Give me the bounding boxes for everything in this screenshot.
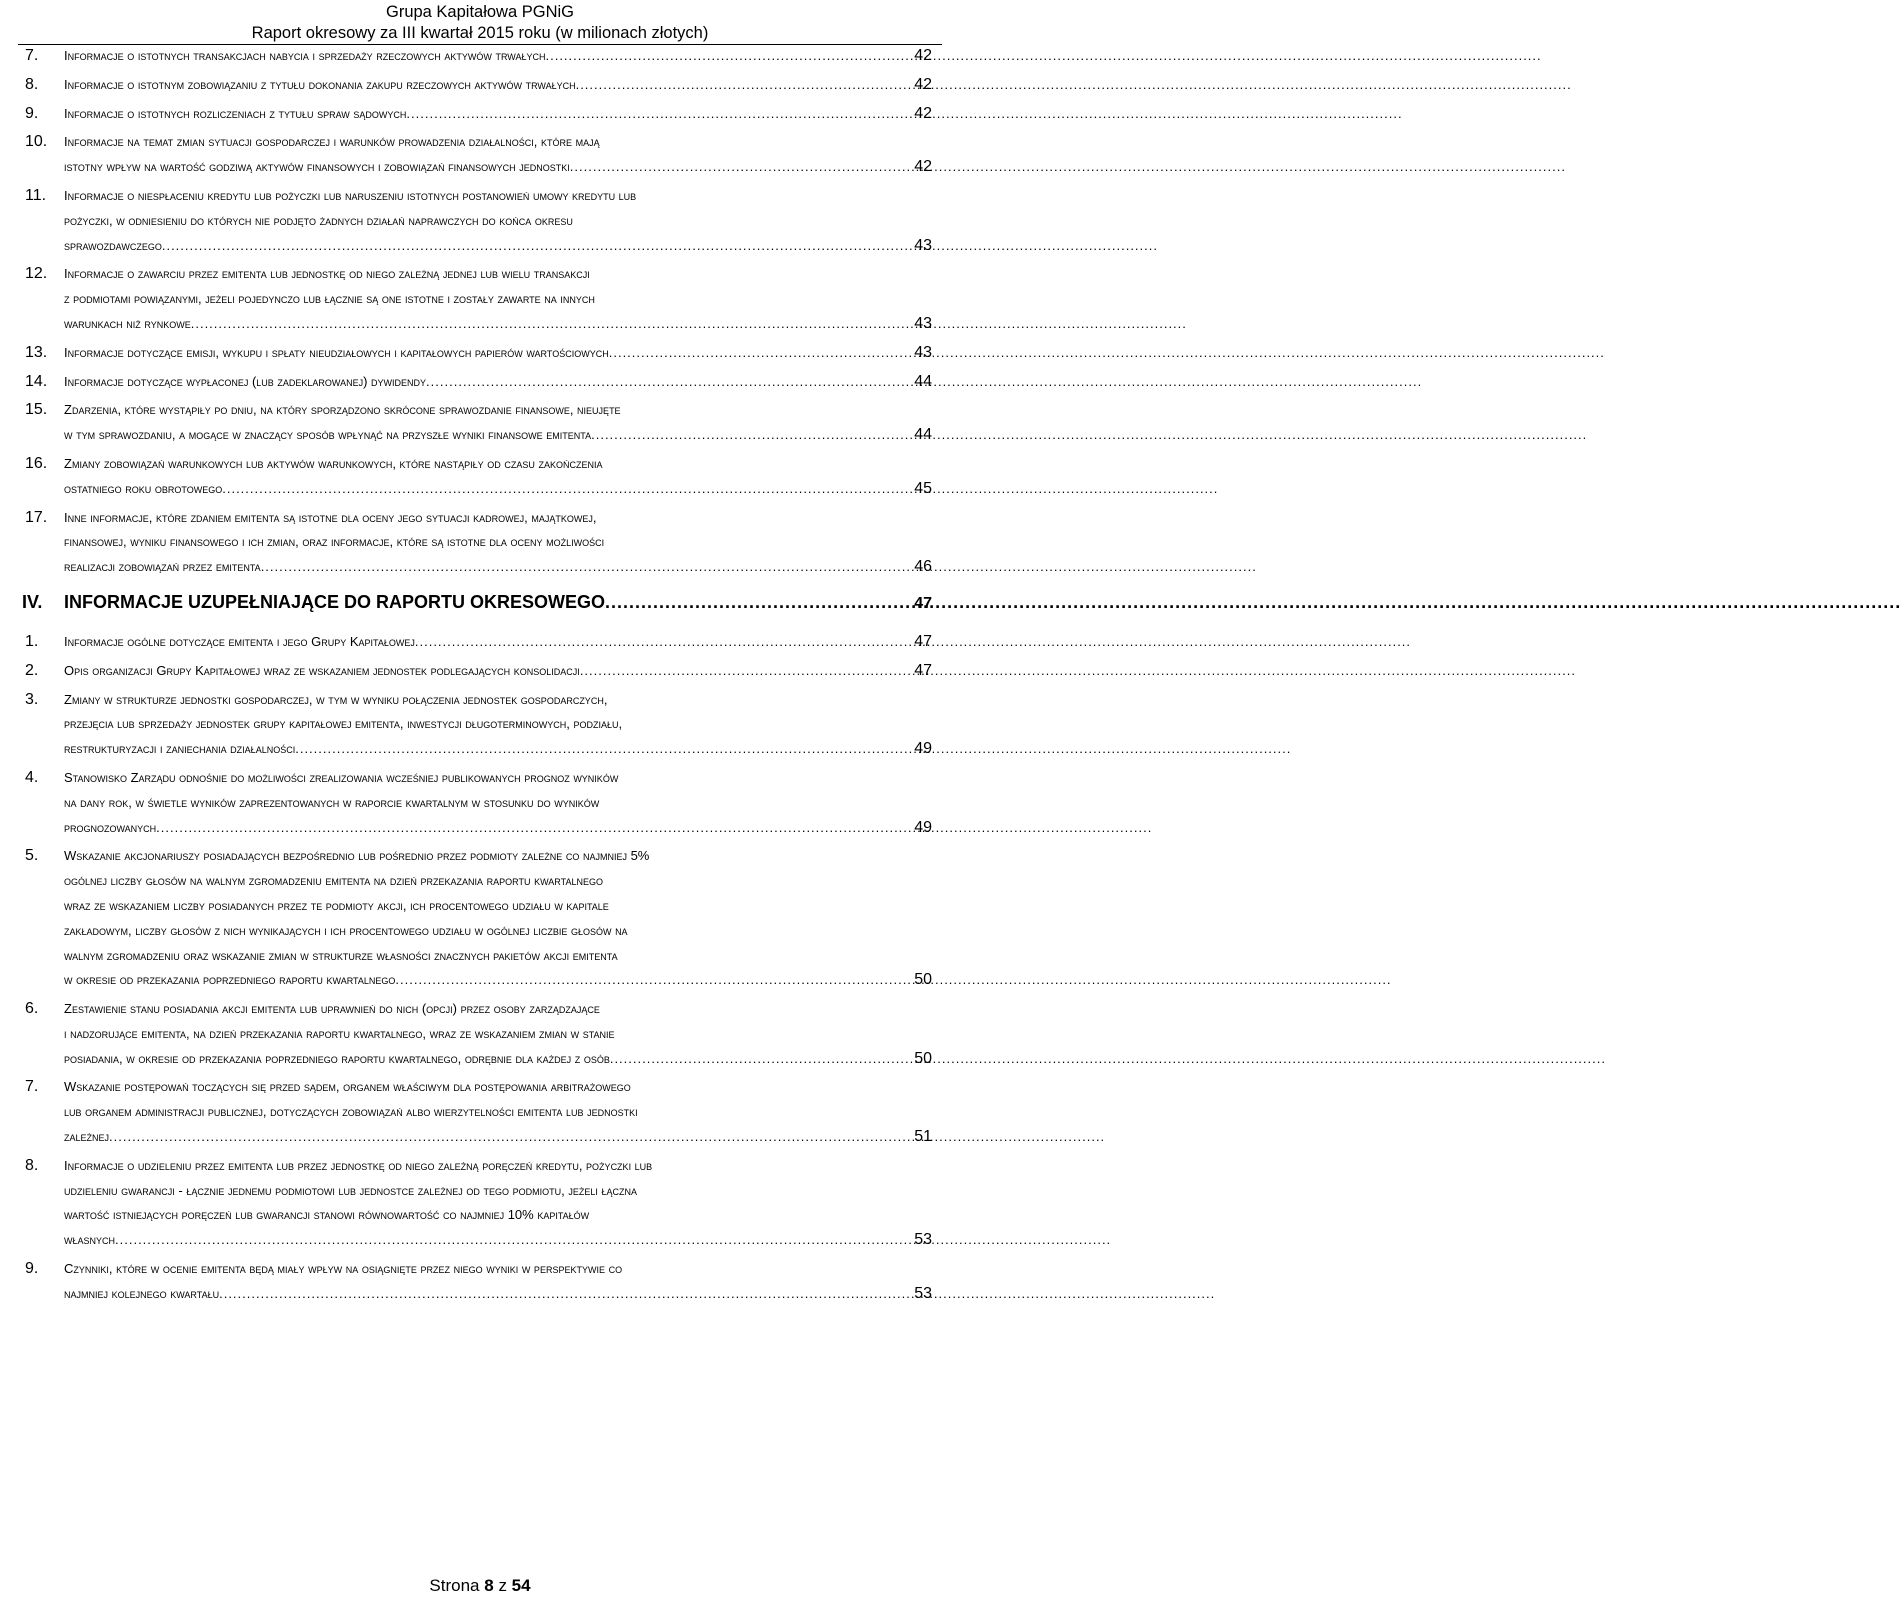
dot-leader — [162, 234, 912, 259]
toc-entry[interactable] — [0, 506, 960, 580]
toc-entry-page: 44 — [914, 372, 932, 390]
toc-entry-line — [0, 1100, 960, 1125]
toc-entry-line — [0, 1022, 960, 1047]
toc-entry-text: walnym zgromadzeniu oraz wskazanie zmian w strukturze własności znacznych pakietów akcji emitenta — [64, 947, 618, 963]
toc-entry[interactable] — [0, 844, 960, 993]
toc-entry[interactable] — [0, 341, 960, 366]
toc-entry-number: 12. — [25, 265, 48, 283]
toc-entry-line — [0, 44, 960, 69]
toc-entry-line — [0, 688, 960, 713]
dot-leader — [295, 737, 912, 762]
dot-leader — [395, 968, 912, 993]
toc-list-section-iv — [0, 630, 960, 1307]
toc-entry-number: 14. — [25, 372, 48, 390]
toc-entry[interactable] — [0, 659, 960, 684]
toc-entry-text: Inne informacje, które zdaniem emitenta są istotne dla oceny jego sytuacji kadrowej, majątkowej, — [64, 509, 597, 525]
footer-sep: z — [498, 1576, 507, 1595]
toc-section-iv[interactable] — [0, 588, 960, 616]
toc-entry-text: Informacje o istotnym zobowiązaniu z tytułu dokonania zakupu rzeczowych aktywów trwałych — [64, 76, 576, 92]
toc-entry-page: 53 — [914, 1231, 932, 1249]
toc-entry-line — [0, 477, 960, 502]
toc-list-section-iii — [0, 44, 960, 580]
toc-entry-line — [0, 712, 960, 737]
toc-entry-text: lub organem administracji publicznej, dotyczących zobowiązań albo wierzytelności emitenta lub jednostki — [64, 1104, 638, 1120]
toc-entry-text: Informacje o istotnych rozliczeniach z tytułu spraw sądowych — [64, 105, 407, 121]
footer-total-pages: 54 — [511, 1576, 531, 1595]
toc-entry-line — [0, 506, 960, 531]
toc-entry-line — [0, 1075, 960, 1100]
toc-entry-line — [0, 452, 960, 477]
page-footer — [0, 1576, 960, 1596]
toc-entry-text: w tym sprawozdaniu, a mogące w znaczący sposób wpłynąć na przyszłe wyniki finansowe emitenta — [64, 427, 592, 443]
toc-entry-text: ostatniego roku obrotowego — [64, 480, 223, 496]
dot-leader — [426, 370, 912, 395]
toc-entry-text: zakładowym, liczby głosów z nich wynikających i ich procentowego udziału w ogólnej liczbie głosów na — [64, 922, 628, 938]
toc-entry[interactable] — [0, 73, 960, 98]
toc-entry-text: Wskazanie postępowań toczących się przed sądem, organem właściwym dla postępowania arbitrażowego — [64, 1079, 631, 1095]
toc-entry-text: z podmiotami powiązanymi, jeżeli pojedynczo lub łącznie są one istotne i zostały zawarte na innych — [64, 291, 595, 307]
dot-leader — [591, 423, 912, 448]
toc-entry-number: 13. — [25, 343, 48, 361]
toc-entry-text: realizacji zobowiązań przez emitenta — [64, 559, 261, 575]
toc-entry-page: 47 — [914, 632, 932, 650]
toc-entry-text: Zdarzenia, które wystąpiły po dniu, na który sporządzono skrócone sprawozdanie finansowe, nieujęte — [64, 402, 621, 418]
toc-entry-text: Informacje o istotnych transakcjach nabycia i sprzedaży rzeczowych aktywów trwałych — [64, 48, 546, 63]
toc-entry-page: 53 — [914, 1284, 932, 1302]
toc-entry-text: restrukturyzacji i zaniechania działalności — [64, 741, 296, 757]
toc-entry-text: pożyczki, w odniesieniu do których nie podjęto żadnych działań naprawczych do końca okresu — [64, 212, 573, 228]
toc-entry-line — [0, 630, 960, 655]
dot-leader — [261, 555, 913, 580]
header-company: Grupa Kapitałowa PGNiG — [385, 3, 574, 21]
toc-entry-text: Opis organizacji Grupy Kapitałowej wraz ze wskazaniem jednostek podlegających konsolidacji — [64, 662, 580, 678]
dot-leader — [191, 312, 912, 337]
toc-entry-text: ogólnej liczby głosów na walnym zgromadzeniu emitenta na dzień przekazania raportu kwartalnego — [64, 873, 603, 889]
section-page: 47 — [914, 594, 932, 612]
toc-entry-line — [0, 869, 960, 894]
toc-entry-line — [0, 184, 960, 209]
toc-entry-line — [0, 944, 960, 969]
toc-entry-text: Zmiany w strukturze jednostki gospodarczej, w tym w wyniku połączenia jednostek gospodarczych, — [64, 691, 608, 707]
toc-entry-line — [0, 262, 960, 287]
toc-entry-line — [0, 737, 960, 762]
toc-entry-page: 45 — [914, 479, 932, 497]
toc-entry-text: istotny wpływ na wartość godziwą aktywów finansowych i zobowiązań finansowych jednostki — [64, 159, 570, 175]
toc-entry-text: Informacje dotyczące emisji, wykupu i spłaty nieudziałowych i kapitałowych papierów wartościowych — [64, 344, 609, 360]
toc-entry-number: 15. — [25, 401, 48, 419]
toc-entry-text: własnych — [64, 1232, 116, 1248]
toc-entry-text: na dany rok, w świetle wyników zaprezentowanych w raporcie kwartalnym w stosunku do wyników — [64, 794, 600, 810]
toc-entry-number: 17. — [25, 508, 48, 526]
toc-entry-line — [0, 1125, 960, 1150]
toc-entry-number: 8. — [25, 75, 39, 93]
toc-entry-text: Informacje o niespłaceniu kredytu lub pożyczki lub naruszeniu istotnych postanowień umowy kredytu lub — [64, 187, 637, 203]
section-title: INFORMACJE UZUPEŁNIAJĄCE DO RAPORTU OKRESOWEGO — [64, 591, 606, 612]
toc-entry[interactable] — [0, 184, 960, 258]
toc-entry-text: warunkach niż rynkowe — [64, 315, 191, 331]
toc-entry-text: prognozowanych — [64, 819, 157, 835]
toc-entry-line — [0, 766, 960, 791]
toc-entry-line — [0, 102, 960, 127]
toc-entry-line — [0, 791, 960, 816]
page-header — [0, 2, 960, 44]
toc-entry-number: 2. — [25, 661, 39, 679]
toc-entry-number: 16. — [25, 454, 48, 472]
dot-leader — [222, 477, 912, 502]
toc-entry-page: 42 — [914, 75, 932, 93]
toc-entry-line — [0, 1047, 960, 1072]
toc-entry[interactable] — [0, 1257, 960, 1307]
toc-entry-text: Zestawienie stanu posiadania akcji emitenta lub uprawnień do nich (opcji) przez osoby zarządzające — [64, 1001, 600, 1017]
toc-entry[interactable] — [0, 766, 960, 840]
toc-entry-line — [0, 234, 960, 259]
toc-entry-text: Czynniki, które w ocenie emitenta będą miały wpływ na osiągnięte przez niego wyniki w perspektywie co — [64, 1261, 623, 1277]
toc-entry-page: 49 — [914, 818, 932, 836]
toc-entry-line — [0, 1257, 960, 1282]
toc-entry-line — [0, 209, 960, 234]
toc-entry[interactable] — [0, 452, 960, 502]
dot-leader — [609, 341, 912, 366]
toc-entry-text: sprawozdawczego — [64, 237, 162, 253]
footer-prefix: Strona — [429, 1576, 480, 1595]
dot-leader — [406, 102, 912, 127]
toc-entry[interactable] — [0, 130, 960, 180]
toc-entry-text: przejęcia lub sprzedaży jednostek grupy kapitałowej emitenta, inwestycji długoterminowych, podziału, — [64, 716, 623, 732]
table-of-contents — [0, 44, 960, 1311]
toc-entry-page: 46 — [914, 558, 932, 576]
toc-entry-number: 11. — [25, 186, 47, 204]
toc-entry-number: 8. — [25, 1156, 39, 1174]
toc-entry-page: 50 — [914, 971, 932, 989]
toc-entry-page: 51 — [914, 1128, 932, 1146]
toc-entry-page: 42 — [914, 158, 932, 176]
toc-entry-page: 43 — [914, 343, 932, 361]
toc-entry-line — [0, 287, 960, 312]
toc-entry-number: 4. — [25, 768, 39, 786]
toc-entry-page: 50 — [914, 1049, 932, 1067]
dot-leader — [576, 73, 913, 98]
toc-entry-page: 43 — [914, 314, 932, 332]
toc-entry[interactable] — [0, 398, 960, 448]
dot-leader — [115, 1228, 912, 1253]
toc-entry-line — [0, 370, 960, 395]
toc-entry-line — [0, 155, 960, 180]
toc-entry-line — [0, 130, 960, 155]
toc-entry-line — [0, 423, 960, 448]
toc-entry-page: 47 — [914, 661, 932, 679]
toc-entry-text: Wskazanie akcjonariuszy posiadających bezpośrednio lub pośrednio przez podmioty zależne co najmniej 5% — [64, 848, 650, 864]
toc-entry-number: 3. — [25, 690, 39, 708]
toc-entry-number: 10. — [25, 133, 48, 151]
footer-current-page: 8 — [484, 1576, 494, 1595]
toc-entry[interactable] — [0, 102, 960, 127]
toc-entry-line — [0, 1179, 960, 1204]
toc-entry-text: Stanowisko Zarządu odnośnie do możliwości zrealizowania wcześniej publikowanych prognoz wyników — [64, 769, 619, 785]
toc-entry-number: 1. — [25, 632, 39, 650]
toc-entry-page: 42 — [914, 104, 932, 122]
dot-leader — [156, 816, 912, 841]
dot-leader — [570, 155, 912, 180]
header-subtitle: Raport okresowy za III kwartał 2015 roku (w milionach złotych) — [251, 24, 709, 42]
toc-entry-line — [0, 894, 960, 919]
dot-leader — [580, 659, 912, 684]
toc-entry-text: Informacje na temat zmian sytuacji gospodarczej i warunków prowadzenia działalności, które mają — [64, 134, 600, 150]
toc-entry-line — [0, 997, 960, 1022]
toc-entry-number: 5. — [25, 847, 39, 865]
toc-entry-text: Zmiany zobowiązań warunkowych lub aktywów warunkowych, które nastąpiły od czasu zakończenia — [64, 455, 603, 471]
toc-entry-number: 9. — [25, 104, 39, 122]
toc-entry-line — [0, 312, 960, 337]
dot-leader — [605, 588, 912, 616]
toc-entry-line — [0, 816, 960, 841]
toc-entry-text: najmniej kolejnego kwartału — [64, 1285, 220, 1301]
toc-entry[interactable] — [0, 630, 960, 655]
toc-entry[interactable] — [0, 997, 960, 1071]
toc-entry-line — [0, 1154, 960, 1179]
toc-entry[interactable] — [0, 1154, 960, 1253]
toc-entry-line — [0, 659, 960, 684]
toc-entry-line — [0, 968, 960, 993]
toc-entry-text: Informacje ogólne dotyczące emitenta i jego Grupy Kapitałowej — [64, 633, 415, 649]
toc-entry-number: 6. — [25, 1000, 39, 1018]
toc-entry-text: posiadania, w okresie od przekazania poprzedniego raportu kwartalnego, odrębnie dla każdej z osób — [64, 1050, 610, 1066]
dot-leader — [610, 1047, 912, 1072]
toc-entry-number: 9. — [25, 1260, 39, 1278]
toc-entry-text: Informacje o zawarciu przez emitenta lub jednostkę od niego zależną jednej lub wielu transakcji — [64, 266, 590, 282]
toc-entry-text: wartość istniejących poręczeń lub gwarancji stanowi równowartość co najmniej 10% kapitałów — [64, 1207, 590, 1223]
toc-entry-text: udzieleniu gwarancji - łącznie jednemu podmiotowi lub jednostce zależnej od tego podmiotu, jeżeli łączna — [64, 1182, 637, 1198]
toc-entry-line — [0, 844, 960, 869]
dot-leader — [109, 1125, 912, 1150]
toc-entry-line — [0, 555, 960, 580]
toc-entry-number: 7. — [25, 1078, 39, 1096]
toc-entry[interactable] — [0, 1075, 960, 1149]
dot-leader — [415, 630, 912, 655]
toc-entry-text: Informacje o udzieleniu przez emitenta lub przez jednostkę od niego zależną poręczeń kredytu, pożyczki lub — [64, 1157, 653, 1173]
toc-entry[interactable] — [0, 370, 960, 395]
toc-entry-line — [0, 1282, 960, 1307]
toc-entry-text: Informacje dotyczące wypłaconej (lub zadeklarowanej) dywidendy — [64, 373, 427, 389]
toc-entry-text: wraz ze wskazaniem liczby posiadanych przez te podmioty akcji, ich procentowego udziału w kapitale — [64, 897, 609, 913]
toc-entry-line — [0, 73, 960, 98]
toc-entry-line — [0, 1203, 960, 1228]
toc-entry[interactable] — [0, 688, 960, 762]
toc-entry-text: finansowej, wyniku finansowego i ich zmian, oraz informacje, które są istotne dla oceny możliwości — [64, 534, 605, 550]
toc-entry-text: i nadzorujące emitenta, na dzień przekazania raportu kwartalnego, wraz ze wskazaniem zmian w stanie — [64, 1025, 615, 1041]
toc-entry-text: zależnej — [64, 1129, 110, 1145]
toc-entry-page: 49 — [914, 740, 932, 758]
dot-leader — [219, 1282, 912, 1307]
toc-entry-text: w okresie od przekazania poprzedniego raportu kwartalnego — [64, 972, 396, 988]
toc-entry-line — [0, 1228, 960, 1253]
dot-leader — [545, 44, 912, 69]
toc-entry[interactable] — [0, 44, 960, 69]
toc-entry-number: 7. — [25, 47, 39, 64]
toc-entry-line — [0, 919, 960, 944]
toc-entry-page: 44 — [914, 426, 932, 444]
toc-entry-line — [0, 530, 960, 555]
toc-entry[interactable] — [0, 262, 960, 336]
toc-entry-line — [0, 398, 960, 423]
toc-entry-page: 42 — [914, 47, 932, 64]
toc-entry-page: 43 — [914, 236, 932, 254]
section-number: IV. — [22, 591, 43, 612]
toc-entry-line — [0, 341, 960, 366]
